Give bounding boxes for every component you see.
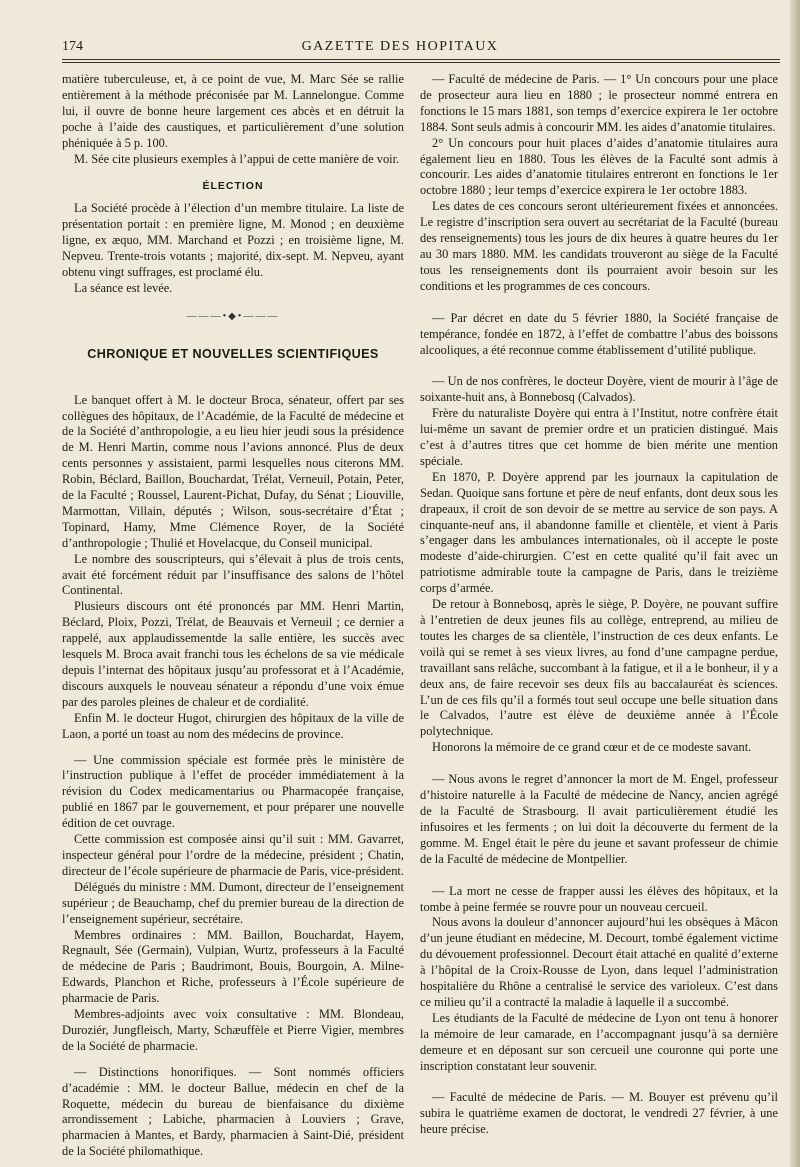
paragraph: Plusieurs discours ont été prononcés par MM. Henri Martin, Béclard, Ploix, Pozzi, Trélat, de Beauvais et Verneuil ; ce dernier a rappelé, aux applaudissementde la salle entière, les succès avec lesquels M. Broca avait franchi tous les échelons de sa vie médicale depuis l’internat des hôpitaux jusqu’au professorat et à l’Académie, discours auxquels le nouveau sénateur a répondu d’une voix émue par des paroles pleines de chaleur et de cordialité. [62, 599, 404, 709]
page-number: 174 [62, 39, 83, 54]
ornament-divider: ———•◆•——— [186, 310, 280, 322]
paragraph: La séance est levée. [74, 280, 173, 295]
paragraph: Honorons la mémoire de ce grand cœur et de ce modeste savant. [432, 740, 752, 755]
paragraph: — Faculté de médecine de Paris. — 1° Un concours pour une place de prosecteur aura lieu en 1880 ; le prosecteur nommé entrera en fonctions le 15 mars 1881, son temps d’exercice expirera le 1er octobre 1884. Sont seuls admis à concourir MM. les aides d’anatomie titulaires. [420, 72, 778, 134]
right-column [420, 72, 778, 1138]
paragraph: — Distinctions honorifiques. — Sont nommés officiers d’académie : MM. le docteur Ballue, médecin en chef de la Roquette, médecin du bureau de bienfaisance du dixième arrondissement ; Labiche, pharmacien à Louviers ; Grave, pharmacien à Mantes, et Bardy, pharmacien à Saint-Dié, président de la Société philomathique. [62, 1064, 404, 1159]
left-column [62, 72, 404, 1160]
paragraph: — Une commission spéciale est formée près le ministère de l’instruction publique à l’effet de procéder immédiatement à la révision du Codex medicamentarius ou Pharmacopée française, publié en 1867 par le gouvernement, et pour préparer une nouvelle édition de cet ouvrage. [62, 752, 404, 831]
paragraph: Enfin M. le docteur Hugot, chirurgien des hôpitaux de la ville de Laon, a porté un toast au nom des médecins de province. [62, 710, 404, 741]
paragraph: M. Sée cite plusieurs exemples à l’appui de cette manière de voir. [74, 151, 400, 166]
paragraph: En 1870, P. Doyère apprend par les journaux la capitulation de Sedan. Quoique sans fortune et père de neuf enfants, dont deux sous les drapeaux, il croit de son devoir de se mettre au service de son pays. A cinquante-neuf ans, il abandonne famille et clientèle, et vient à Paris s’engager dans les ambulances internationales, où il accepte le poste modeste d’aide-chirurgien. C’est en cette qualité qu’il fait avec un patriotisme admirable toute la campagne de Paris, dans le treizième corps d’armée. [420, 469, 778, 596]
paragraph: La Société procède à l’élection d’un membre titulaire. La liste de présentation portait : en première ligne, M. Monod ; en deuxième ligne, ex æquo, MM. Marchand et Pozzi ; en troisième ligne, M. Nepveu. Trente-trois votants ; majorité, dix-sept. M. Nepveu, ayant obtenu vingt suffrages, est proclamé élu. [62, 201, 404, 279]
paragraph: — Par décret en date du 5 février 1880, la Société française de tempérance, fondée en 1872, à l’effet de combattre l’abus des boissons alcooliques, a été reconnue comme établissement d’utilité publique. [420, 310, 778, 357]
paragraph: matière tuberculeuse, et, à ce point de vue, M. Marc Sée se rallie entièrement à la méthode préconisée par M. Lannelongue. Comme lui, il ouvre de bonne heure largement ces abcès et en détruit la poche à l’aide des caustiques, et particulièrement d’une solution phéniquée à 5 p. 100. [62, 72, 404, 150]
paragraph: — La mort ne cesse de frapper aussi les élèves des hôpitaux, et la tombe à peine fermée se rouvre pour un nouveau cercueil. [420, 883, 778, 914]
paragraph: Délégués du ministre : MM. Dumont, directeur de l’enseignement supérieur ; de Beauchamp, chef du premier bureau de la direction de l’enseignement supérieur, secrétaire. [62, 879, 404, 926]
paragraph: Frère du naturaliste Doyère qui entra à l’Institut, notre confrère était lui-même un savant de premier ordre et un praticien distingué. Mais c’est à d’autres titres que cet homme de bien mérite une mention spéciale. [420, 406, 778, 468]
running-head: GAZETTE DES HOPITAUX [301, 39, 499, 54]
header-rule-top [62, 59, 780, 60]
paragraph: Membres-adjoints avec voix consultative : MM. Blondeau, Duroziér, Jungfleisch, Marty, Schæuffèle et Pierre Vigier, membres de la Société de pharmacie. [62, 1007, 404, 1053]
paragraph: Cette commission est composée ainsi qu’il suit : MM. Gavarret, inspecteur général pour l’ordre de la médecine, président ; Chatin, directeur de l’école supérieure de pharmacie de Paris, vice-président. [62, 832, 404, 878]
paragraph: — Faculté de médecine de Paris. — M. Bouyer est prévenu qu’il subira le quatrième examen de doctorat, le vendredi 27 février, à une heure précise. [420, 1090, 778, 1137]
paragraph: Nous avons la douleur d’annoncer aujourd’hui les obsèques à Mâcon d’un jeune étudiant en médecine, M. Decourt, tombé également victime du dévouement professionnel. Decourt était attaché en qualité d’externe à l’hôpital de la Croix-Rousse de Lyon, dans lequel l’administration hospitalière du Rhône a centralisé le service des varioleux. C’est dans ce milieu qu’il a contracté la maladie à laquelle il a succombé. [420, 915, 778, 1009]
paragraph: Les étudiants de la Faculté de médecine de Lyon ont tenu à honorer la mémoire de leur camarade, en l’accompagnant jusqu’à sa dernière demeure et en déposant sur son cercueil une couronne qui porte une inscription constatant leur souvenir. [420, 1010, 778, 1073]
page-edge-shadow [790, 0, 800, 1167]
paragraph: Le nombre des souscripteurs, qui s’élevait à plus de trois cents, avait été forcément réduit par l’insuffisance des salons de l’hôtel Continental. [62, 551, 404, 598]
paragraph: Le banquet offert à M. le docteur Broca, sénateur, offert par ses collègues des hôpitaux, de l’Académie, de la Faculté de médecine et de la Société d’anthropologie, a eu lieu hier jeudi sous la présidence de M. Henri Martin, comme nous l’avions annoncé. Plus de deux cents personnes y assistaient, parmi lesquelles nous citerons MM. Robin, Béclard, Baillon, Bouchardat, Trélat, Verneuil, Potain, Peter, de la Faculté ; Roussel, Laurent-Pichat, Dufay, du Sénat ; Liouville, Marmottan, Villain, députés ; Wilson, sous-secrétaire d’État ; Topinard, Hamy, Mme Clémence Royer, de la Société d’anthropologie ; Thulié et Hovelacque, du Conseil municipal. [62, 392, 404, 550]
paragraph: — Un de nos confrères, le docteur Doyère, vient de mourir à l’âge de soixante-huit ans, à Bonnebosq (Calvados). [420, 374, 778, 405]
paragraph: — Nous avons le regret d’annoncer la mort de M. Engel, professeur d’histoire naturelle à la Faculté de médecine de Nancy, ancien agrégé de la Faculté de Strasbourg. Il avait particulièrement étudié les infusoires et les ferments ; on lui doit la découverte du ferment de la gomme. M. Engel était le père du jeune et savant professeur de chimie de la Faculté de médecine de Montpellier. [420, 772, 778, 866]
paragraph: Membres ordinaires : MM. Baillon, Bouchardat, Hayem, Regnault, Sée (Germain), Vulpian, Wurtz, professeurs à la Faculté de médecine de Paris ; Baudrimont, Bouis, Bourgoin, A. Milne-Edwards, Planchon et Riche, professeurs à l’École supérieure de pharmacie de Paris. [62, 927, 404, 1006]
paragraph: 2° Un concours pour huit places d’aides d’anatomie titulaires aura également lieu en 1880. Tous les élèves de la Faculté sont admis à concourir. Les aides d’anatomie titulaires entreront en fonctions le 1er octobre 1880 ; leur temps d’exercice expirera le 1er octobre 1883. [420, 135, 778, 198]
election-heading: ÉLECTION [202, 180, 264, 193]
paragraph: Les dates de ces concours seront ultérieurement fixées et annoncées. Le registre d’inscription sera ouvert au secrétariat de la Faculté (bureau des renseignements) tous les jours de dix heures à quatre heures du 1er au 30 mars 1880. MM. les candidats trouveront au siège de la Faculté tous les renseignements dont ils pourraient avoir besoin sur les conditions et les programmes de ces concours. [420, 199, 778, 293]
header-rule-bottom [62, 62, 780, 63]
paragraph: De retour à Bonnebosq, après le siège, P. Doyère, ne pouvant suffire à l’entretien de deux jeunes fils au collège, entreprend, au milieu de toutes les charges de sa clientèle, l’instruction de ces deux enfants. Le voilà qui se remet à ses vieux livres, au fond d’une campagne perdue, travaillant sans relâche, succombant à la fatigue, et il a le bonheur, il y a deux ans, de faire recevoir ses deux fils au baccalauréat ès sciences. L’un de ces fils qu’il a formés tout seul occupe une belle situation dans le Calvados, l’autre est élève de deuxième année à l’École polytechnique. [420, 597, 778, 739]
chronique-title: CHRONIQUE ET NOUVELLES SCIENTIFIQUES [87, 346, 379, 361]
